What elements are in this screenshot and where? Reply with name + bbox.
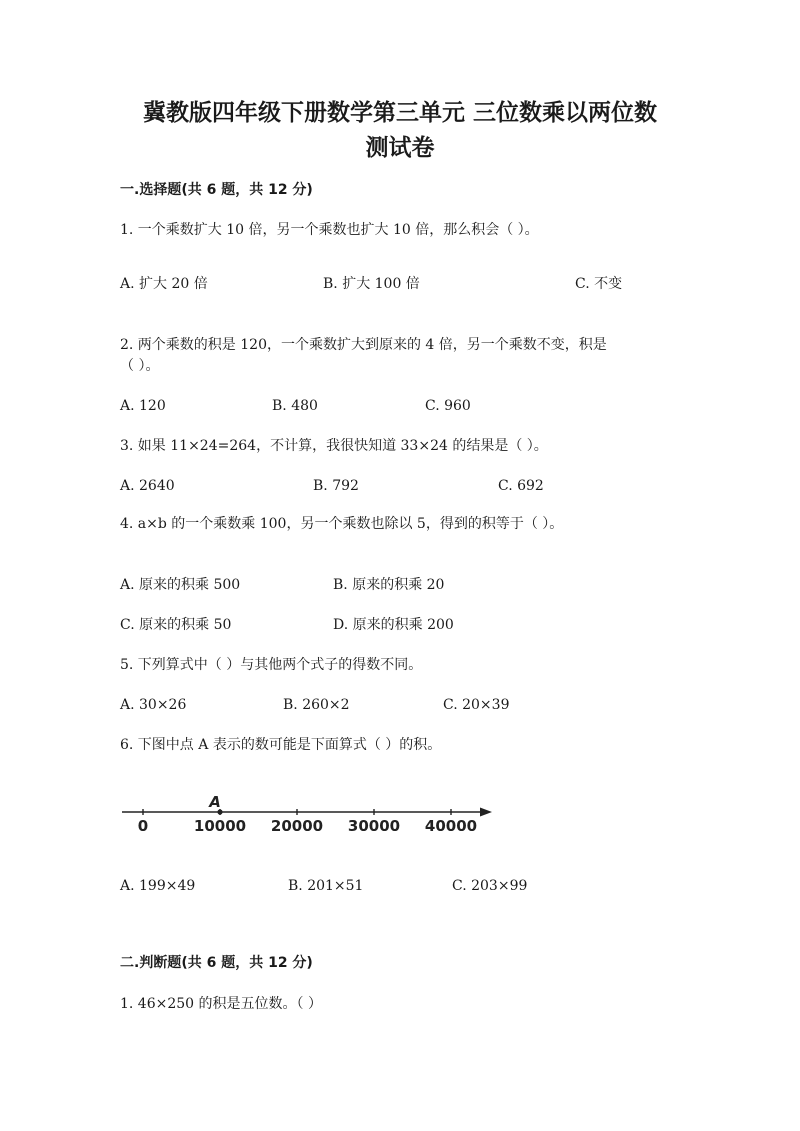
judgement-question-1-text: 1. 46×250 的积是五位数。（ ） [120, 996, 322, 1012]
number-line-tick-label: 0 [137, 817, 149, 835]
number-line-figure [118, 790, 498, 840]
question-2-text: 2. 两个乘数的积是 120，一个乘数扩大到原来的 4 倍，另一个乘数不变，积是 [120, 337, 607, 353]
question-3-option-a: A. 2640 [120, 478, 175, 494]
question-1-option-b: B. 扩大 100 倍 [323, 276, 420, 292]
number-line-tick-label: 10000 [193, 817, 247, 835]
number-line-ticks [138, 809, 477, 835]
question-3-option-b: B. 792 [313, 478, 359, 494]
number-line-tick-label: 20000 [270, 817, 324, 835]
question-2-option-a: A. 120 [120, 398, 166, 414]
question-4-option-c: C. 原来的积乘 50 [120, 617, 232, 633]
question-6-text: 6. 下图中点 A 表示的数可能是下面算式（ ）的积。 [120, 737, 442, 753]
question-6-option-c: C. 203×99 [452, 878, 528, 894]
question-1-option-a: A. 扩大 20 倍 [120, 276, 208, 292]
number-line-tick-label: 30000 [347, 817, 401, 835]
exam-title-line-2: 测试卷 [365, 135, 435, 161]
question-2-option-b: B. 480 [272, 398, 318, 414]
question-4-option-a: A. 原来的积乘 500 [120, 577, 241, 593]
question-5-option-b: B. 260×2 [283, 697, 350, 713]
section-heading-multiple-choice: 一.选择题(共 6 题，共 12 分) [120, 182, 313, 198]
question-5-text: 5. 下列算式中（ ）与其他两个式子的得数不同。 [120, 657, 423, 673]
question-2-option-c: C. 960 [425, 398, 471, 414]
question-6-option-b: B. 201×51 [288, 878, 364, 894]
number-line-tick-label: 40000 [424, 817, 478, 835]
exam-title-line-1: 冀教版四年级下册数学第三单元 三位数乘以两位数 [142, 100, 657, 126]
question-5-option-a: A. 30×26 [120, 697, 187, 713]
question-4-option-b: B. 原来的积乘 20 [333, 577, 445, 593]
section-heading-true-false: 二.判断题(共 6 题，共 12 分) [120, 955, 313, 971]
question-3-text: 3. 如果 11×24=264，不计算，我很快知道 33×24 的结果是（ ）。 [120, 438, 548, 454]
question-3-option-c: C. 692 [498, 478, 544, 494]
point-a-label: A [209, 793, 221, 811]
question-6-option-a: A. 199×49 [120, 878, 196, 894]
question-4-option-d: D. 原来的积乘 200 [333, 617, 454, 633]
question-4-text: 4. a×b 的一个乘数乘 100，另一个乘数也除以 5，得到的积等于（ ）。 [120, 516, 564, 532]
question-5-option-c: C. 20×39 [443, 697, 510, 713]
number-line-arrowhead [480, 808, 492, 817]
question-1-option-c: C. 不变 [575, 276, 623, 292]
question-2-text-continued: （ ）。 [120, 358, 160, 374]
question-1-text: 1. 一个乘数扩大 10 倍，另一个乘数也扩大 10 倍，那么积会（ ）。 [120, 222, 539, 238]
